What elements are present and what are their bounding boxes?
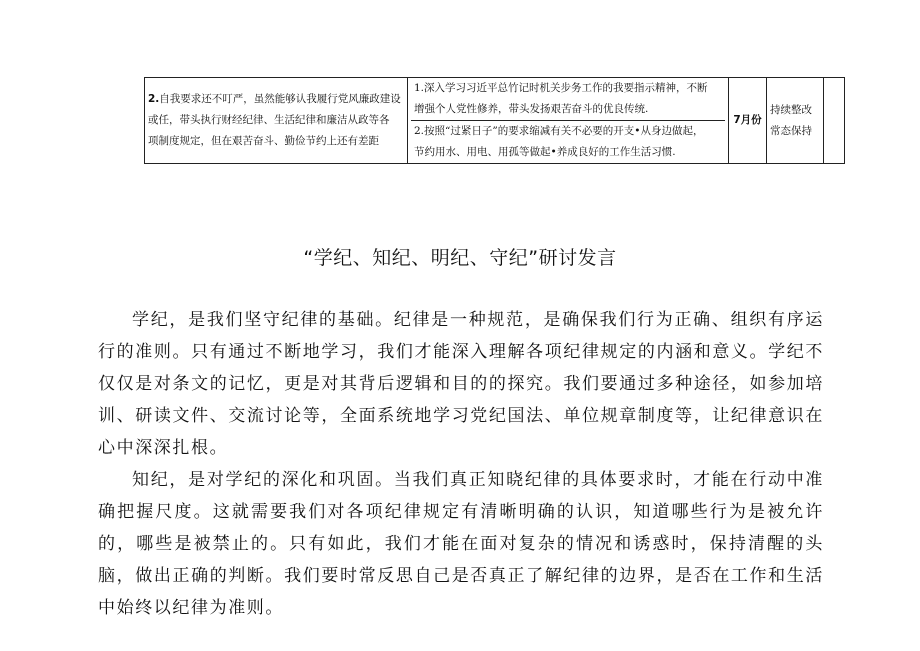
measure-1-line-1: 1.深入学习习近平总竹记时机关步务工作的我要指示精神，不断 <box>414 82 708 94</box>
problem-line-1: 2.自我要求还不叮严，虽然能够认我履行党风廉政建设 <box>148 93 401 105</box>
problem-line-1-text: 自我要求还不叮严，虽然能够认我履行党风廉政建设 <box>159 93 401 105</box>
measure-2-line-1: 2.按照“过紧日子”的要求缩减有关不必要的开支•从身边做起， <box>414 125 704 137</box>
table-row <box>145 78 845 164</box>
measures-cell <box>408 78 729 164</box>
problem-line-2: 或任，带头执行财经纪律、生活纪律和廉洁从政等各 <box>148 114 390 126</box>
empty-cell <box>824 78 845 164</box>
status-line-1: 持续整改 <box>770 103 812 116</box>
measure-1-line-2: 增强个人党性修养，带头发扬艰苦奋斗的优良传统. <box>414 103 649 115</box>
measure-item-2 <box>411 120 725 163</box>
speech-title: “学纪、知纪、明纪、守纪”研讨发言 <box>303 247 617 269</box>
problem-cell <box>145 78 408 164</box>
paragraph-learn-discipline: 学纪，是我们坚守纪律的基础。纪律是一种规范，是确保我们行为正确、组织有序运行的准则。只有通过不断地学习，我们才能深入理解各项纪律规定的内涵和意义。学纪不仅仅是对条文的记忆，更是对其背后逻辑和目的的探究。我们要通过多种途径，如参加培训、研读文件、交流讨论等，全面系统地学习党纪国法、单位规章制度等，让纪律意识在心中深深扎根。 <box>98 310 824 458</box>
problem-line-3: 项制度规定，但在艰苦奋斗、勤俭节约上还有差距 <box>148 135 379 147</box>
measure-item-1 <box>411 78 725 120</box>
rectification-table <box>144 77 845 164</box>
status-line-2: 常态保持 <box>770 124 812 137</box>
time-text: 7月份 <box>733 114 762 126</box>
speech-body <box>98 304 824 624</box>
status-cell <box>767 78 824 164</box>
paragraph-know-discipline: 知纪，是对学纪的深化和巩固。当我们真正知晓纪律的具体要求时，才能在行动中准确把握尺度。这就需要我们对各项纪律规定有清晰明确的认识，知道哪些行为是被允许的，哪些是被禁止的。只有如此，我们才能在面对复杂的情况和诱惑时，保持清醒的头脑，做出正确的判断。我们要时常反思自己是否真正了解纪律的边界，是否在工作和生活中始终以纪律为准则。 <box>98 470 824 618</box>
measure-2-line-2: 节约用水、用电、用孤等做起•养成良好的工作生活习惯. <box>414 146 676 158</box>
time-cell <box>729 78 767 164</box>
